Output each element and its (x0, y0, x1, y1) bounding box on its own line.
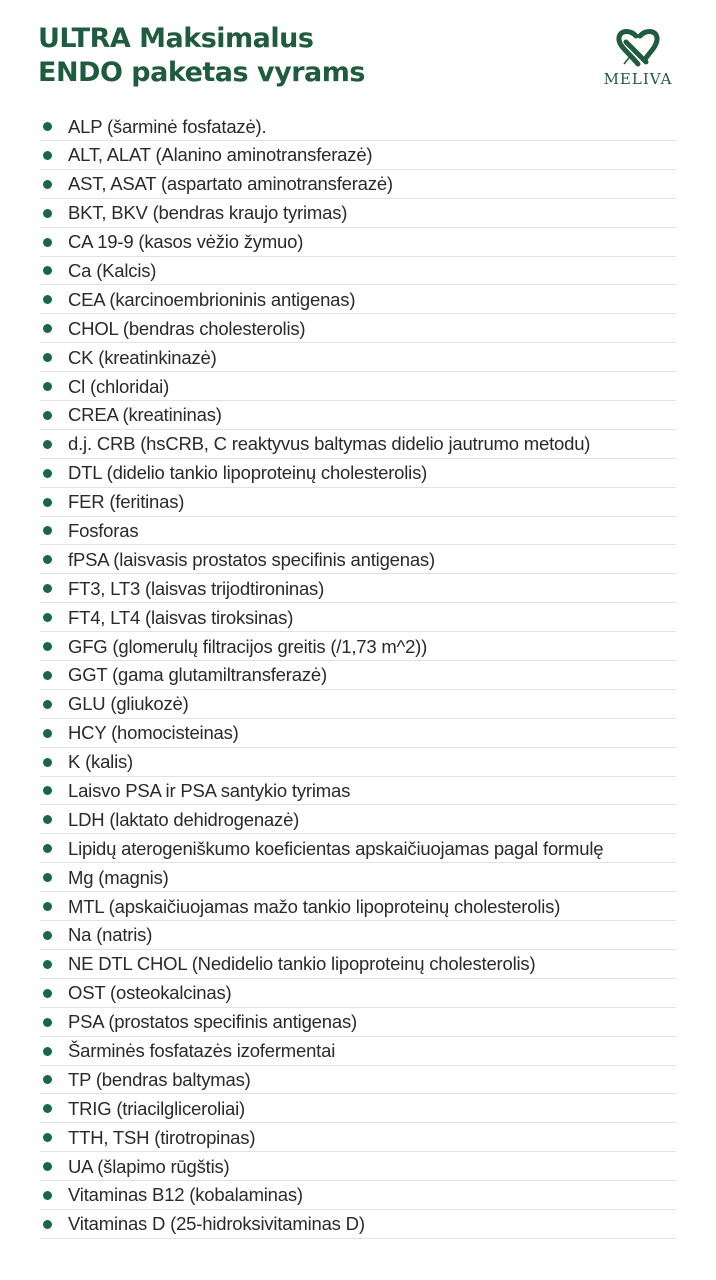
bullet-icon (43, 815, 52, 824)
list-item (40, 835, 676, 863)
bullet-icon (43, 382, 52, 391)
list-item (40, 951, 676, 979)
test-name: AST, ASAT (aspartato aminotransferazė) (68, 173, 393, 195)
test-name: NE DTL CHOL (Nedidelio tankio lipoproteinų cholesterolis) (68, 953, 536, 975)
test-name: BKT, BKV (bendras kraujo tyrimas) (68, 202, 348, 224)
title-line-2: ENDO paketas vyrams (38, 57, 365, 88)
list-item (40, 749, 676, 777)
list-item (40, 575, 676, 603)
bullet-icon (43, 584, 52, 593)
test-name: Šarminės fosfatazės izofermentai (68, 1040, 336, 1061)
list-item (40, 864, 676, 892)
bullet-icon (43, 411, 52, 420)
test-name: fPSA (laisvasis prostatos specifinis antigenas) (68, 548, 435, 570)
test-name: CREA (kreatininas) (68, 404, 222, 426)
test-name: TP (bendras baltymas) (68, 1068, 251, 1090)
list-item (40, 431, 676, 459)
bullet-icon (43, 613, 52, 622)
test-name: Mg (magnis) (68, 866, 169, 888)
list-item (40, 344, 676, 372)
bullet-icon (43, 353, 52, 362)
bullet-icon (43, 786, 52, 795)
test-name: ALP (šarminė fosfatazė). (68, 115, 267, 137)
test-name: ALT, ALAT (Alanino aminotransferazė) (68, 144, 373, 166)
title-line-1: ULTRA Maksimalus (38, 23, 314, 54)
bullet-icon (43, 555, 52, 564)
list-item (40, 662, 676, 690)
logo-text: MELIVA (603, 70, 673, 88)
bullet-icon (43, 873, 52, 882)
test-name: FT3, LT3 (laisvas trijodtironinas) (68, 577, 325, 599)
test-name: CHOL (bendras cholesterolis) (68, 317, 306, 339)
list-item (40, 1211, 676, 1239)
test-name: CEA (karcinoembrioninis antigenas) (68, 288, 356, 310)
list-item (40, 980, 676, 1008)
list-item (40, 1124, 676, 1152)
list-item (40, 691, 676, 719)
test-name: UA (šlapimo rūgštis) (68, 1155, 230, 1177)
list-item (40, 257, 676, 285)
test-name: TRIG (triacilgliceroliai) (68, 1097, 245, 1119)
meliva-heart-logo-icon (612, 28, 664, 68)
list-item (40, 1095, 676, 1123)
bullet-icon (43, 238, 52, 247)
test-name: Cl (chloridai) (68, 375, 170, 397)
bullet-icon (43, 844, 52, 853)
bullet-icon (43, 758, 52, 767)
bullet-icon (43, 180, 52, 189)
test-name: CA 19-9 (kasos vėžio žymuo) (68, 231, 304, 253)
bullet-icon (43, 324, 52, 333)
test-name: PSA (prostatos specifinis antigenas) (68, 1011, 357, 1033)
test-name: FT4, LT4 (laisvas tiroksinas) (68, 606, 294, 628)
bullet-icon (43, 526, 52, 535)
test-name: Vitaminas D (25-hidroksivitaminas D) (68, 1213, 365, 1235)
list-item (40, 373, 676, 401)
list-item (40, 200, 676, 228)
bullet-icon (43, 960, 52, 969)
list-item (40, 315, 676, 343)
test-name: GGT (gama glutamiltransferazė) (68, 664, 327, 686)
test-name: CK (kreatinkinazė) (68, 346, 217, 368)
test-name: TTH, TSH (tirotropinas) (68, 1126, 256, 1148)
list-item (40, 460, 676, 488)
list-item (40, 286, 676, 314)
test-name: GFG (glomerulų filtracijos greitis (/1,73 m^2)) (68, 635, 428, 657)
meliva-logo (598, 28, 678, 92)
list-item (40, 546, 676, 574)
list-item (40, 517, 676, 545)
bullet-icon (43, 671, 52, 680)
list-item (40, 806, 676, 834)
test-name: MTL (apskaičiuojamas mažo tankio lipoproteinų cholesterolis) (68, 895, 561, 917)
list-item (40, 171, 676, 199)
test-name: HCY (homocisteinas) (68, 722, 239, 744)
list-item (40, 142, 676, 170)
list-item (40, 1009, 676, 1037)
bullet-icon (43, 266, 52, 275)
list-item (40, 489, 676, 517)
list-item (40, 1153, 676, 1181)
test-name: K (kalis) (68, 751, 134, 773)
bullet-icon (43, 989, 52, 998)
bullet-icon (43, 902, 52, 911)
bullet-icon (43, 440, 52, 449)
list-item (40, 1066, 676, 1094)
test-name: GLU (gliukozė) (68, 693, 189, 715)
test-list (40, 113, 676, 1240)
test-name: Fosforas (68, 519, 139, 541)
list-item (40, 893, 676, 921)
page-title (38, 22, 365, 90)
bullet-icon (43, 931, 52, 940)
list-item (40, 720, 676, 748)
bullet-icon (43, 1191, 52, 1200)
list-item (40, 1038, 676, 1066)
bullet-icon (43, 151, 52, 160)
test-name: Laisvo PSA ir PSA santykio tyrimas (68, 779, 351, 801)
list-item (40, 633, 676, 661)
bullet-icon (43, 295, 52, 304)
test-name: Ca (Kalcis) (68, 259, 157, 281)
bullet-icon (43, 700, 52, 709)
list-item (40, 229, 676, 257)
bullet-icon (43, 1075, 52, 1084)
bullet-icon (43, 1104, 52, 1113)
list-item (40, 604, 676, 632)
bullet-icon (43, 209, 52, 218)
test-name: DTL (didelio tankio lipoproteinų cholesterolis) (68, 462, 428, 484)
list-item (40, 113, 676, 141)
bullet-icon (43, 1220, 52, 1229)
list-item (40, 1182, 676, 1210)
bullet-icon (43, 1018, 52, 1027)
list-item (40, 402, 676, 430)
bullet-icon (43, 642, 52, 651)
test-name: FER (feritinas) (68, 491, 185, 513)
test-name: OST (osteokalcinas) (68, 982, 232, 1004)
bullet-icon (43, 498, 52, 507)
bullet-icon (43, 1162, 52, 1171)
test-name: LDH (laktato dehidrogenazė) (68, 808, 300, 830)
bullet-icon (43, 1133, 52, 1142)
test-name: d.j. CRB (hsCRB, C reaktyvus baltymas didelio jautrumo metodu) (68, 433, 591, 455)
bullet-icon (43, 469, 52, 478)
bullet-icon (43, 729, 52, 738)
test-name: Na (natris) (68, 924, 153, 946)
test-name: Vitaminas B12 (kobalaminas) (68, 1184, 303, 1206)
test-name: Lipidų aterogeniškumo koeficientas apskaičiuojamas pagal formulę (68, 837, 604, 859)
bullet-icon (43, 1047, 52, 1056)
list-item (40, 777, 676, 805)
bullet-icon (43, 122, 52, 131)
list-item (40, 922, 676, 950)
